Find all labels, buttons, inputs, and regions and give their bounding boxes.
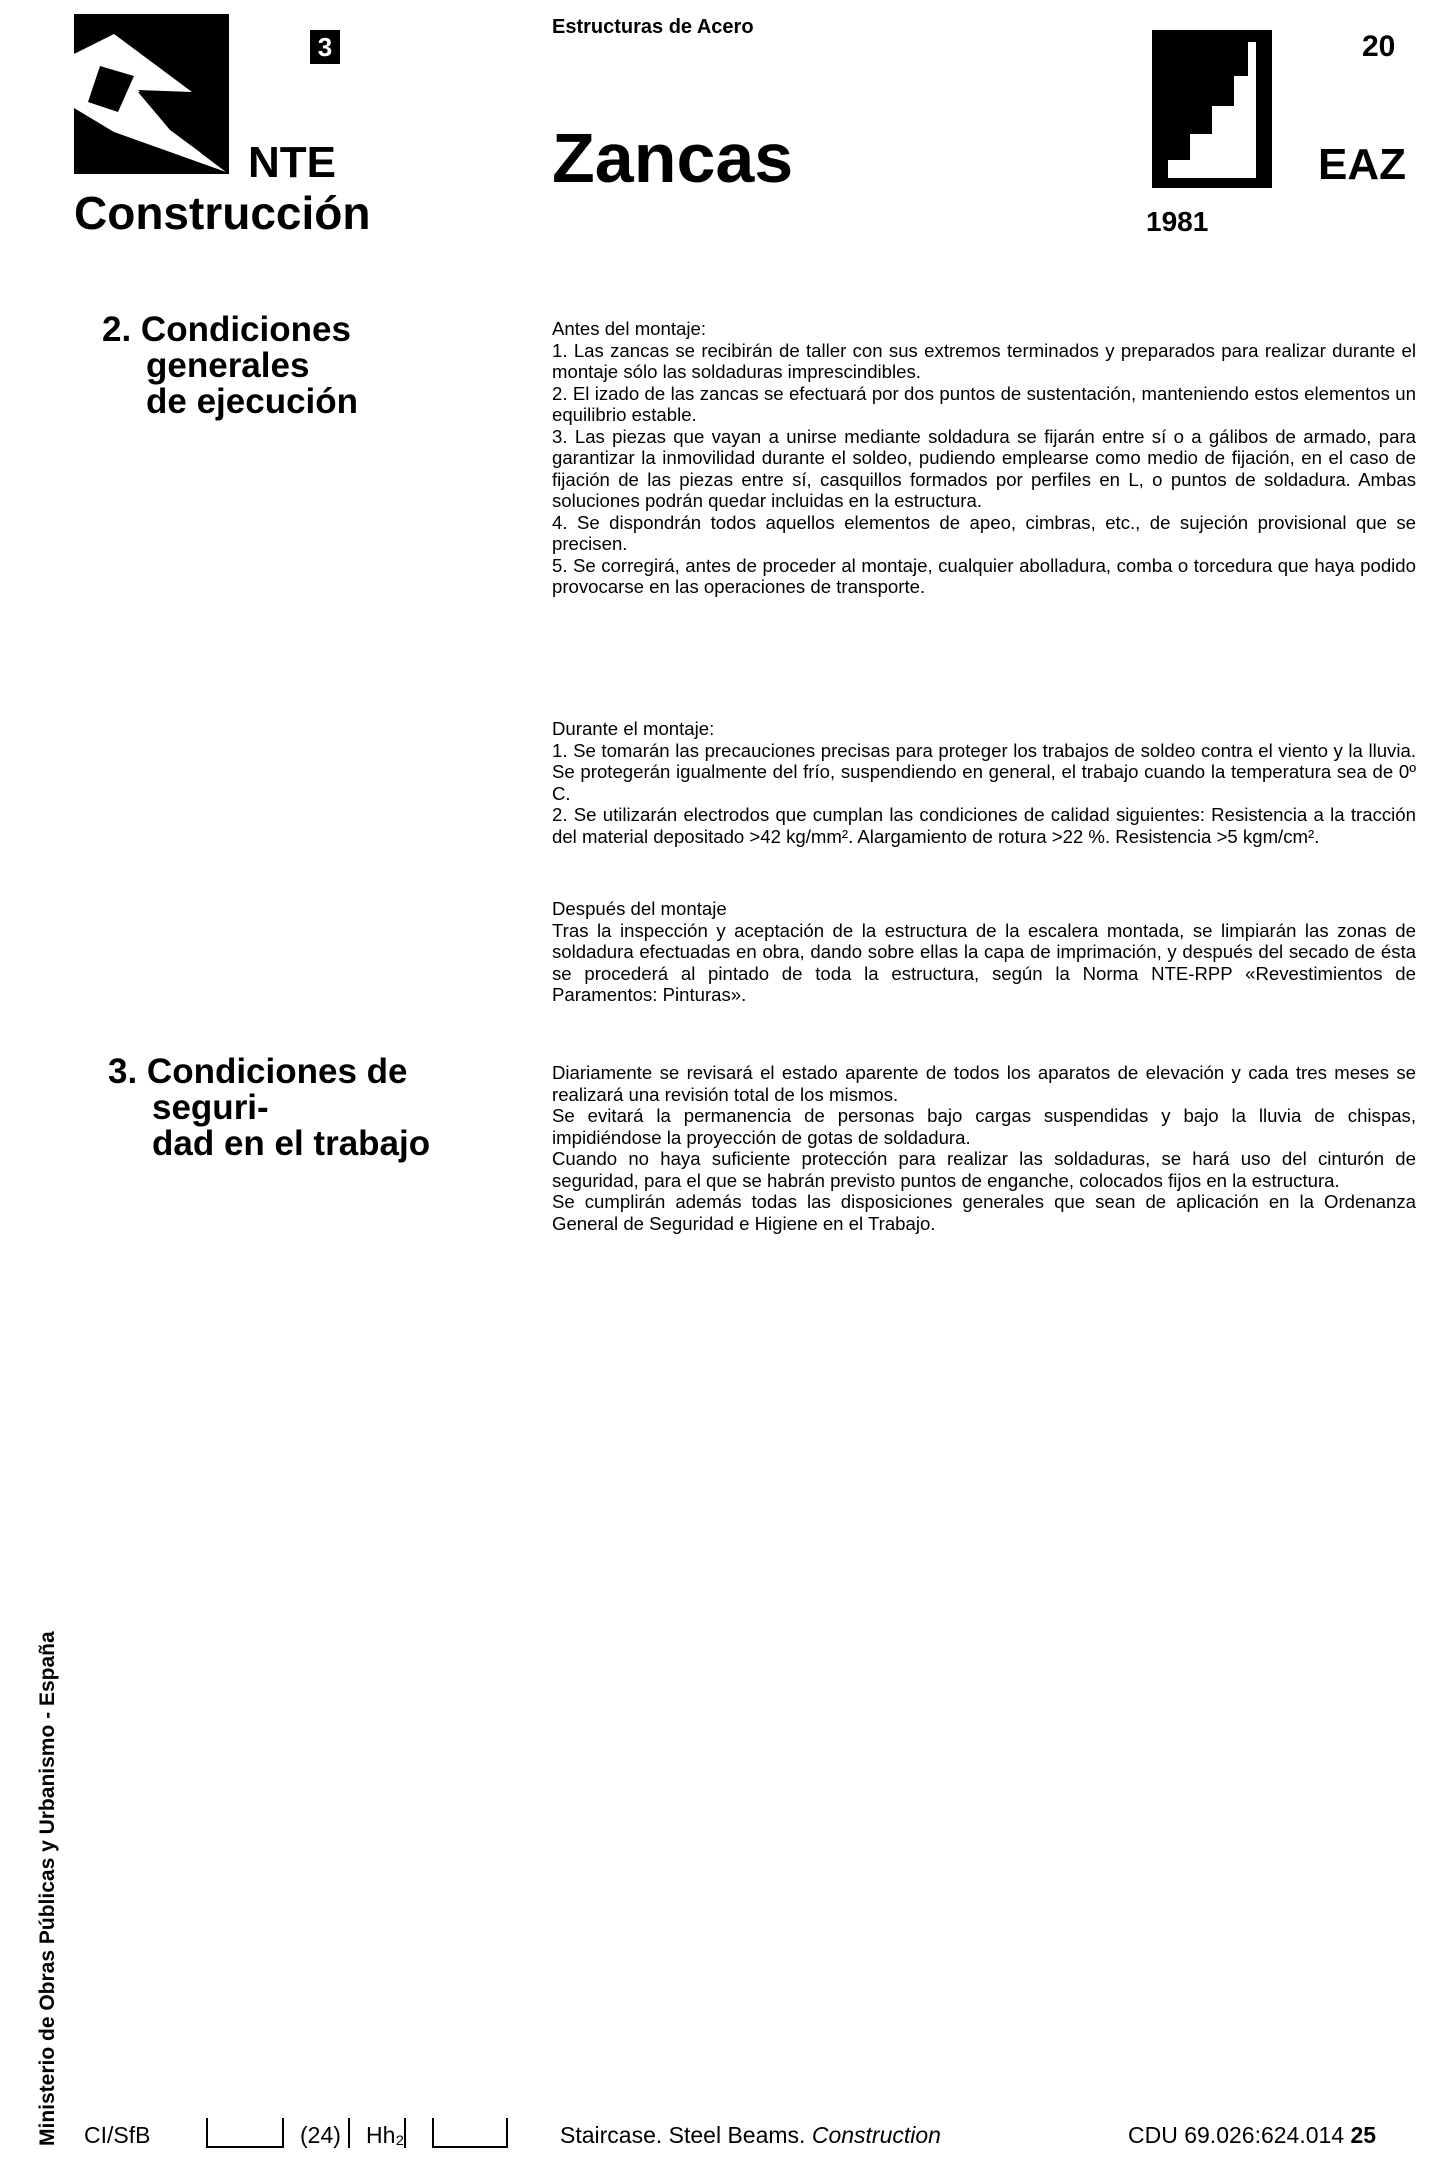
antes-item-1: 1. Las zancas se recibirán de taller con sus extremos terminados y preparados para realizar durante el montaje sólo las soldaduras imprescindibles. xyxy=(552,339,1416,382)
series-title: Estructuras de Acero xyxy=(552,16,754,38)
durante-item-2: 2. Se utilizarán electrodos que cumplan las condiciones de calidad siguientes: Resistencia a la tracción del material depositado >42 kg/mm². Alargamiento de rotura >22 %. Resistencia >5 kgm/cm². xyxy=(552,804,1416,847)
antes-item-2: 2. El izado de las zancas se efectuará por dos puntos de sustentación, manteniendo estos elementos un equilibrio estable. xyxy=(552,382,1416,425)
footer-description-text: Staircase. Steel Beams. xyxy=(560,2122,812,2148)
section-2-heading-line1: 2. Condiciones generales xyxy=(102,310,351,385)
brand-title: Construcción xyxy=(74,187,371,239)
footer-description xyxy=(560,2122,941,2149)
section-2-heading-line2: de ejecución xyxy=(146,382,359,421)
durante-el-montaje xyxy=(552,718,1416,847)
seguridad-text xyxy=(552,1062,1416,1234)
seguridad-paragraph-1: Diariamente se revisará el estado aparente de todos los aparatos de elevación y cada tres meses se realizará una revisión total de los mismos. xyxy=(552,1062,1416,1105)
footer-class-code: (24) xyxy=(300,2122,341,2148)
antes-item-3: 3. Las piezas que vayan a unirse mediante soldadura se fijarán entre sí o a gálibos de armado, para garantizar la inmovilidad durante el soldeo, pudiendo emplearse como medio de fijación, en el caso de fijación de las piezas entre sí, casquillos formados por perfiles en L, o puntos de soldadura. Ambas soluciones podrán quedar incluidas en la estructura. xyxy=(552,425,1416,511)
seguridad-paragraph-2: Se evitará la permanencia de personas bajo cargas suspendidas y bajo la lluvia de chispas, impidiéndose la proyección de gotas de soldadura. xyxy=(552,1105,1416,1148)
antes-item-5: 5. Se corregirá, antes de proceder al montaje, cualquier abolladura, comba o torcedura que haya podido provocarse en las operaciones de transporte. xyxy=(552,554,1416,597)
nte-logo-icon xyxy=(74,14,229,174)
footer-description-italic: Construction xyxy=(811,2122,941,2148)
footer-page-number: 25 xyxy=(1350,2122,1377,2148)
document-year: 1981 xyxy=(1146,206,1209,237)
footer-classification-box xyxy=(432,2118,508,2148)
document-title: Zancas xyxy=(552,119,794,197)
sheet-number: 20 xyxy=(1362,30,1396,63)
section-3-heading-line1: 3. Condiciones de seguri- xyxy=(108,1052,408,1127)
antes-item-4: 4. Se dispondrán todos aquellos elementos de apeo, cimbras, etc., de sujeción provisional que se precisen. xyxy=(552,511,1416,554)
section-3-heading xyxy=(108,1054,528,1162)
seguridad-paragraph-3: Cuando no haya suficiente protección para realizar las soldaduras, se hará uso del cinturón de seguridad, para el que se habrán previsto puntos de enganche, colocados fijos en la estructura. xyxy=(552,1148,1416,1191)
section-2-heading xyxy=(102,312,522,420)
footer-cdu xyxy=(1128,2122,1376,2149)
footer-cdu-code: CDU 69.026:624.014 xyxy=(1128,2122,1345,2148)
despues-text: Tras la inspección y aceptación de la estructura de la escalera montada, se limpiarán las zonas de soldadura efectuadas en obra, dando sobre ellas la capa de imprimación, y después del secado de ésta se procederá al pintado de toda la estructura, según la Norma NTE-RPP «Revestimientos de Paramentos: Pinturas». xyxy=(552,919,1416,1005)
document-code: EAZ xyxy=(1318,140,1406,189)
antes-title: Antes del montaje: xyxy=(552,318,707,339)
nte-label: NTE xyxy=(248,138,336,187)
despues-title: Después del montaje xyxy=(552,898,727,919)
durante-item-1: 1. Se tomarán las precauciones precisas para proteger los trabajos de soldeo contra el viento y la lluvia. Se protegerán igualmente del frío, suspendiendo en general, el trabajo cuando la temperatura sea de 0º C. xyxy=(552,739,1416,804)
footer-hh-code: Hh₂ xyxy=(366,2122,405,2148)
ministry-side-text: Ministerio de Obras Públicas y Urbanismo - España xyxy=(36,1631,59,2146)
staircase-icon xyxy=(1152,30,1272,188)
seguridad-paragraph-4: Se cumplirán además todas las disposiciones generales que sean de aplicación en la Ordenanza General de Seguridad e Higiene en el Trabajo. xyxy=(552,1191,1416,1234)
section-3-heading-line2: dad en el trabajo xyxy=(152,1124,431,1163)
durante-title: Durante el montaje: xyxy=(552,718,715,739)
footer-classification-box xyxy=(206,2118,284,2148)
footer-cisib: CI/SfB xyxy=(84,2122,151,2148)
antes-del-montaje xyxy=(552,318,1416,598)
despues-del-montaje xyxy=(552,898,1416,1006)
chapter-badge: 3 xyxy=(310,30,340,64)
